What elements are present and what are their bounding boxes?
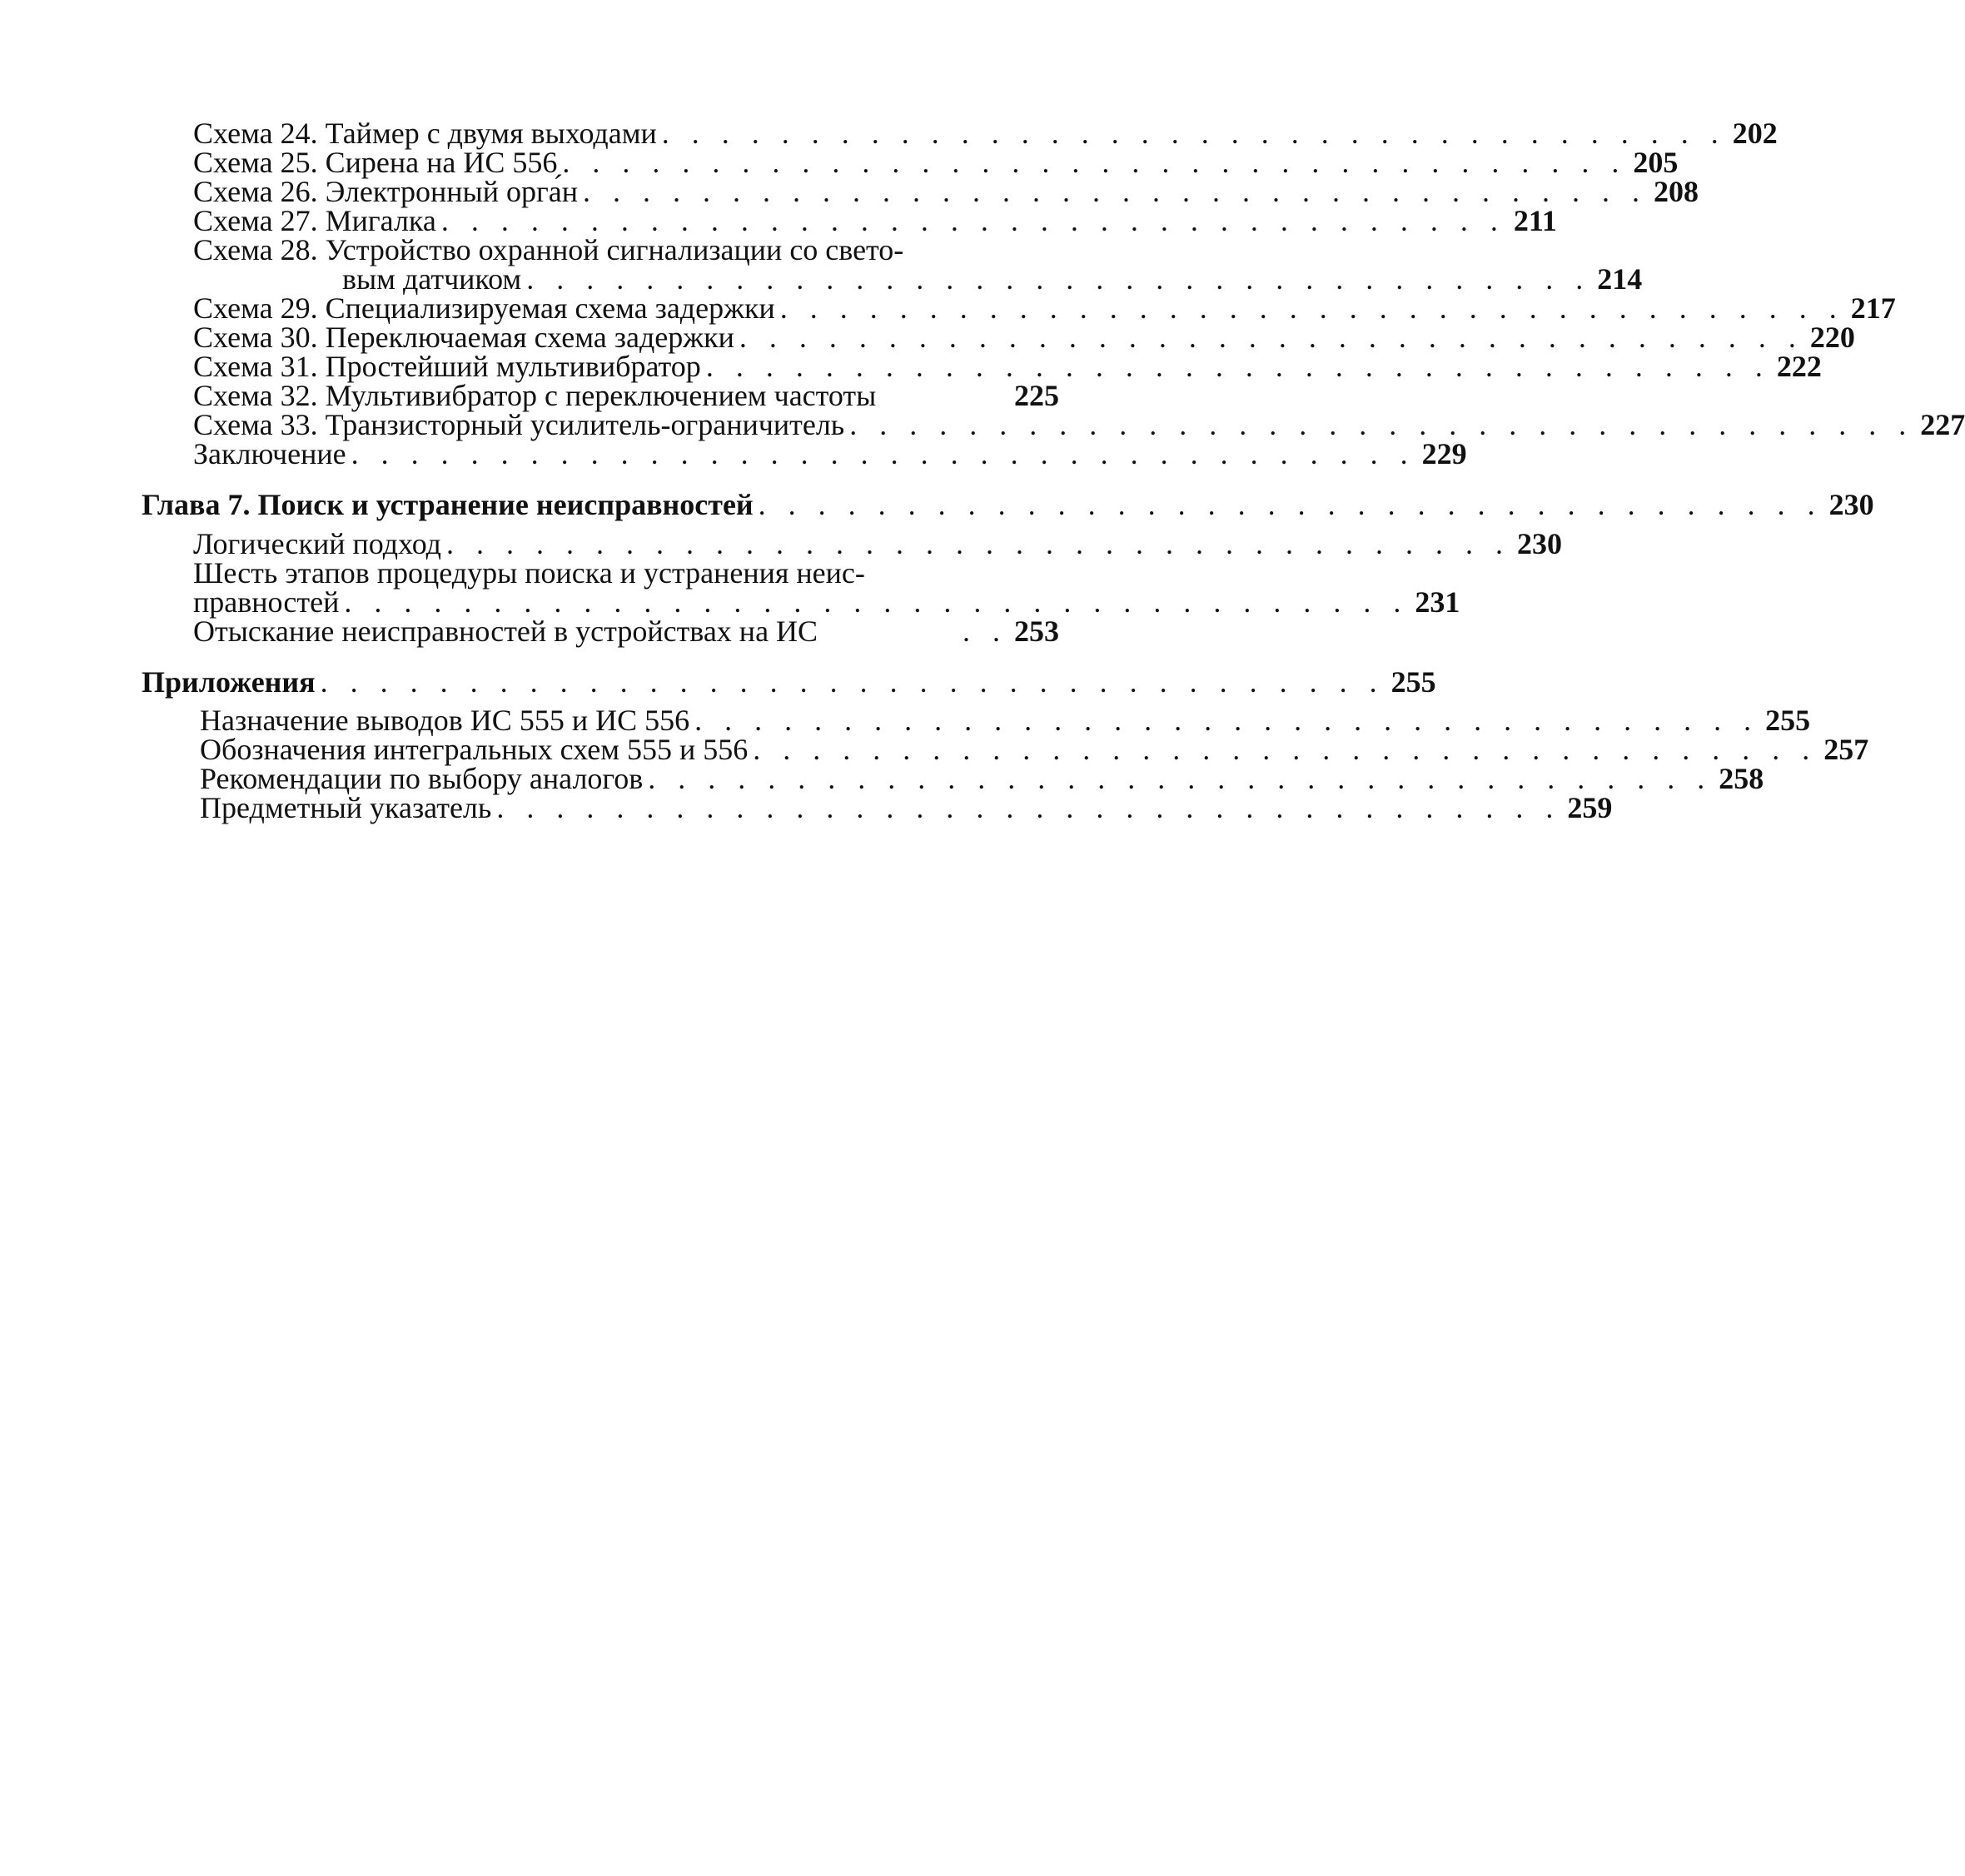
toc-entry-label: Схема 24. Таймер с двумя выходами xyxy=(193,117,657,150)
toc-entry-label: Логический подход xyxy=(193,527,441,560)
toc-entry-label: Схема 31. Простейший мультивибратор xyxy=(193,350,701,383)
toc-entry-label: Схема 30. Переключаемая схема задержки xyxy=(193,321,734,354)
toc-entry-label: Предметный указатель xyxy=(200,791,492,824)
toc-entry-page: 230 xyxy=(1516,527,1562,560)
toc-entry-continuation: правностей xyxy=(193,585,340,619)
dot-leader: . . . . . . . . . . . . . . . . . . . . . . . . . . . . . . . . . . . . xyxy=(583,175,1648,208)
toc-entry xyxy=(193,381,1059,411)
toc-entry-label: Схема 26. Электронный орга́н xyxy=(193,175,579,208)
toc-entry xyxy=(200,733,1869,766)
dot-leader: . . . . . . . . . . . . . . . . . . . . . . . . . . . . . . . . . . . . xyxy=(739,321,1803,354)
toc-entry-page: 229 xyxy=(1421,437,1467,470)
toc-entry xyxy=(193,291,1896,325)
dot-leader: . . . . . . . . . . . . . . . . . . . . . . . . . . . . . . . . . . . . xyxy=(445,527,1510,560)
toc-entry-page: 222 xyxy=(1776,350,1822,383)
dot-leader: . . . . . . . . . . . . . . . . . . . . . . . . . . . . . . . . . . . . xyxy=(705,350,1770,383)
toc-entry-label: Заключение xyxy=(193,437,346,470)
toc-entry-label: Обозначения интегральных схем 555 и 556 xyxy=(200,733,749,766)
toc-entry xyxy=(200,704,1811,737)
toc-entry xyxy=(193,350,1822,383)
toc-entry-label: Отыскание неисправностей в устройствах на ИС xyxy=(193,615,818,648)
toc-entry xyxy=(193,175,1699,208)
toc-entry-first-line xyxy=(193,558,865,588)
toc-entry xyxy=(200,791,1613,824)
toc-entry-page: 211 xyxy=(1513,204,1557,237)
toc-entry-label: Схема 32. Мультивибратор с переключением частоты xyxy=(193,379,877,412)
toc-entry xyxy=(193,437,1467,470)
toc-entry-page: 258 xyxy=(1719,762,1764,795)
toc-entry-page: 230 xyxy=(1828,488,1874,521)
dot-leader: . . . . . . . . . . . . . . . . . . . . . . . . . . . . . . . . . . . . xyxy=(694,704,1759,737)
toc-entry-page: 220 xyxy=(1809,321,1855,354)
dot-leader: . . . . . . . . . . . . . . . . . . . . . . . . . . . . . . . . . . . . xyxy=(351,437,1415,470)
toc-entry-page: 255 xyxy=(1765,704,1811,737)
toc-entry-label: Схема 29. Специализируемая схема задержки xyxy=(193,291,775,325)
toc-entry xyxy=(193,117,1778,150)
dot-leader: . . . . . . . . . . . . . . . . . . . . . . . . . . . . . . . . . . . . xyxy=(496,791,1561,824)
toc-entry-label: Схема 28. Устройство охранной сигнализации со свето- xyxy=(193,233,904,266)
toc-entry-label: Глава 7. Поиск и устранение неисправностей xyxy=(142,488,754,521)
toc-entry-continuation: вым датчиком xyxy=(342,262,522,296)
toc-entry xyxy=(193,408,1965,441)
dot-leader: . . . . . . . . . . . . . . . . . . . . . . . . . . . . . . . . . . . . xyxy=(440,204,1505,237)
toc-entry-page: 225 xyxy=(1014,379,1059,412)
dot-leader: . . . . . . . . . . . . . . . . . . . . . . . . . . . . . . . . . . . . xyxy=(758,488,1823,521)
dot-leader: . . xyxy=(963,615,1007,648)
dot-leader: . . . . . . . . . . . . . . . . . . . . . . . . . . . . . . . . . . . . xyxy=(562,146,1627,179)
dot-leader: . . . . . . . . . . . . . . . . . . . . . . . . . . . . . . . . . . . . xyxy=(779,291,1844,325)
toc-entry xyxy=(200,762,1764,795)
toc-entry-label: Схема 27. Мигалка xyxy=(193,204,436,237)
dot-leader: . . . . . . . . . . . . . . . . . . . . . . . . . . . . . . . . . . . . xyxy=(661,117,1726,150)
toc-entry-page: 217 xyxy=(1850,291,1896,325)
toc-entry xyxy=(193,527,1562,560)
toc-entry xyxy=(193,204,1557,237)
toc-entry xyxy=(193,585,1460,619)
toc-entry-page: 202 xyxy=(1732,117,1778,150)
toc-entry-label: Схема 33. Транзисторный усилитель-ограничитель xyxy=(193,408,845,441)
dot-leader: . . . . . . . . . . . . . . . . . . . . . . . . . . . . . . . . . . . . xyxy=(849,408,1914,441)
toc-entry-label: Назначение выводов ИС 555 и ИС 556 xyxy=(200,704,690,737)
toc-entry xyxy=(193,616,1059,646)
toc-chapter-heading xyxy=(142,665,1436,699)
dot-leader: . . . . . . . . . . . . . . . . . . . . . . . . . . . . . . . . . . . . xyxy=(753,733,1818,766)
toc-entry-page: 257 xyxy=(1823,733,1869,766)
toc-entry-first-line xyxy=(193,235,903,265)
toc-entry-page: 255 xyxy=(1390,665,1436,699)
toc-entry-page: 259 xyxy=(1567,791,1613,824)
toc-entry-label: Шесть этапов процедуры поиска и устранения неис- xyxy=(193,556,865,590)
toc-entry xyxy=(342,262,1643,296)
dot-leader: . . . . . . . . . . . . . . . . . . . . . . . . . . . . . . . . . . . . xyxy=(344,585,1409,619)
toc-entry-label: Приложения xyxy=(142,665,316,699)
dot-leader: . . . . . . . . . . . . . . . . . . . . . . . . . . . . . . . . . . . . xyxy=(320,665,1385,699)
toc-entry xyxy=(193,146,1679,179)
toc-entry-page: 253 xyxy=(1014,615,1059,648)
toc-entry-page: 214 xyxy=(1597,262,1643,296)
toc-entry-page: 231 xyxy=(1415,585,1460,619)
toc-entry-label: Рекомендации по выбору аналогов xyxy=(200,762,644,795)
toc-chapter-heading xyxy=(142,488,1874,521)
dot-leader: . . . . . . . . . . . . . . . . . . . . . . . . . . . . . . . . . . . . xyxy=(526,262,1591,296)
dot-leader: . . . . . . . . . . . . . . . . . . . . . . . . . . . . . . . . . . . . xyxy=(648,762,1713,795)
toc-entry-page: 205 xyxy=(1633,146,1679,179)
toc-entry xyxy=(193,321,1855,354)
toc-entry-page: 208 xyxy=(1654,175,1699,208)
toc-entry-label: Схема 25. Сирена на ИС 556 xyxy=(193,146,558,179)
toc-entry-page: 227 xyxy=(1920,408,1965,441)
